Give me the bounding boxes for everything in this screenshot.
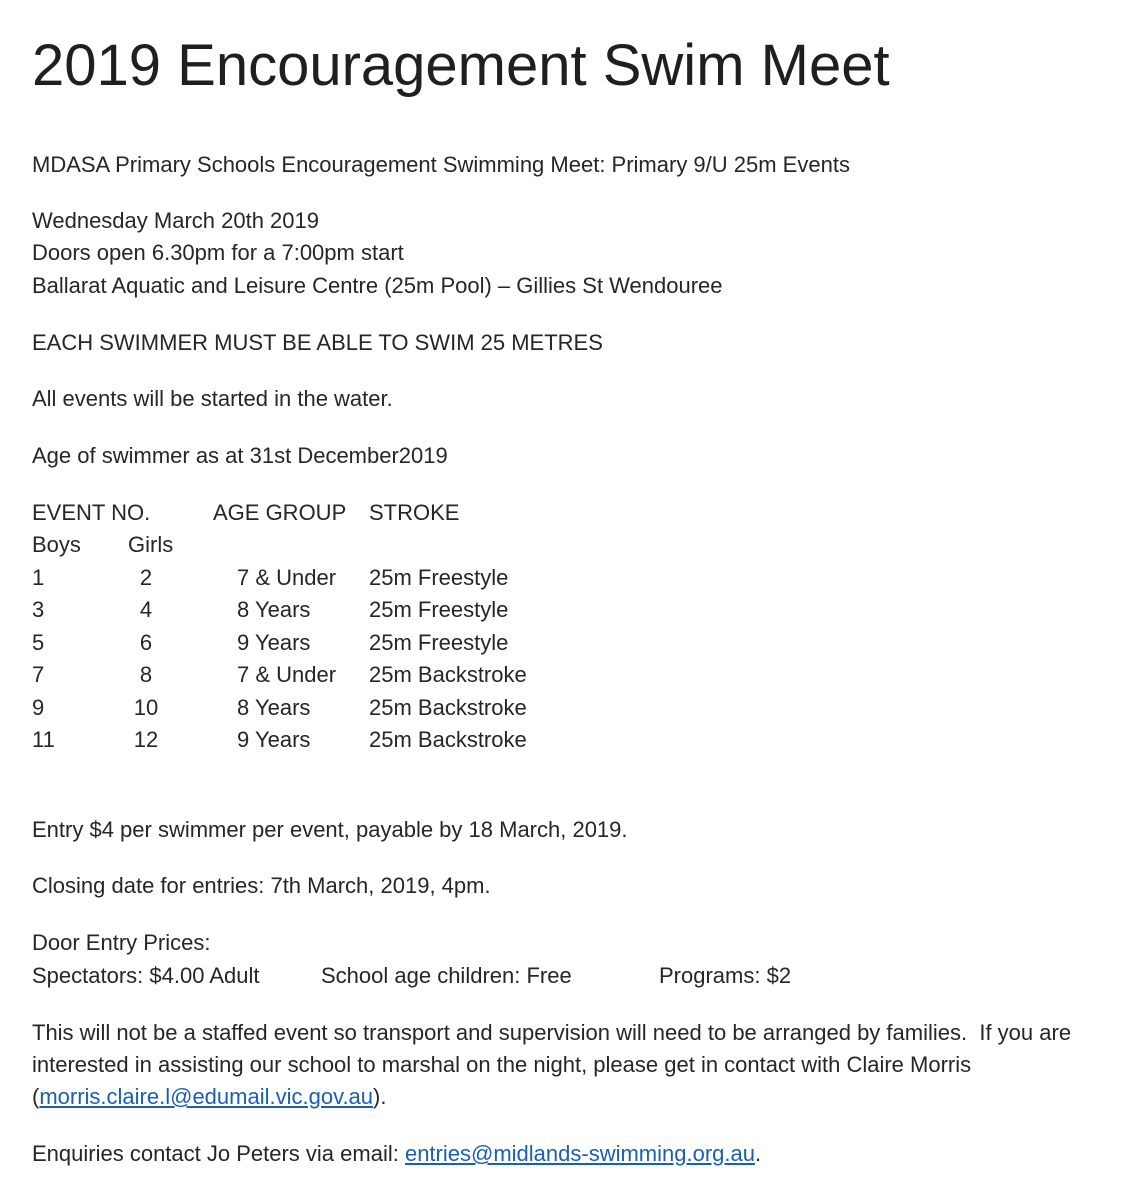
enquiries-text: Enquiries contact Jo Peters via email: (32, 1141, 405, 1166)
event-girls-number: 2 (139, 565, 153, 590)
event-age-group: 9 Years (237, 727, 311, 752)
price-children: School age children: Free (321, 963, 572, 988)
header-age-group: AGE GROUP (213, 500, 347, 525)
event-stroke: 25m Backstroke (369, 662, 527, 688)
event-boys-number: 1 (32, 565, 45, 590)
event-age-group: 7 & Under (237, 662, 337, 688)
event-stroke: 25m Freestyle (369, 629, 509, 655)
subheader-boys: Boys (32, 532, 81, 557)
door-prices-heading: Door Entry Prices: (32, 930, 211, 955)
event-stroke: 25m Backstroke (369, 694, 527, 720)
event-girls-number: 12 (133, 727, 159, 752)
entry-fee: Entry $4 per swimmer per event, payable by 18 March, 2019. (32, 817, 628, 842)
event-age-group: 8 Years (237, 694, 311, 720)
meet-date: Wednesday March 20th 2019 (32, 208, 319, 233)
closing-date: Closing date for entries: 7th March, 2019, 4pm. (32, 873, 491, 898)
enquiries-after: . (754, 1141, 762, 1166)
doors-open: Doors open 6.30pm for a 7:00pm start (32, 240, 404, 265)
staffing-after: ). (373, 1084, 387, 1109)
event-age-group: 8 Years (237, 597, 311, 623)
swim-requirement: EACH SWIMMER MUST BE ABLE TO SWIM 25 METRES (32, 330, 603, 355)
event-boys-number: 5 (32, 629, 45, 655)
event-girls-number: 10 (133, 694, 159, 720)
event-girls-number: 8 (139, 662, 153, 688)
entries-email-link[interactable]: entries@midlands-swimming.org.au (404, 1141, 755, 1166)
age-note: Age of swimmer as at 31st December2019 (32, 443, 448, 468)
enquiries-paragraph (32, 1139, 761, 1169)
claire-email-link[interactable]: morris.claire.l@edumail.vic.gov.au (39, 1084, 374, 1109)
staffing-text: This will not be a staffed event so transport and supervision will need to be arranged by families. If you are interested in assisting our school to marshal on the night, please get in contact with Claire Morris ( (32, 1020, 1072, 1109)
event-boys-number: 7 (32, 662, 45, 688)
event-stroke: 25m Freestyle (369, 565, 509, 590)
event-stroke: 25m Backstroke (369, 727, 527, 752)
event-girls-number: 4 (139, 597, 153, 623)
staffing-paragraph (32, 1017, 1112, 1113)
event-boys-number: 11 (32, 727, 55, 752)
header-stroke: STROKE (369, 500, 460, 525)
header-event-no: EVENT NO. (32, 500, 151, 525)
event-age-group: 7 & Under (237, 565, 337, 590)
start-note: All events will be started in the water. (32, 386, 393, 411)
event-girls-number: 6 (139, 629, 153, 655)
event-boys-number: 9 (32, 694, 45, 720)
subheader-girls: Girls (128, 532, 174, 557)
meet-subtitle: MDASA Primary Schools Encouragement Swimming Meet: Primary 9/U 25m Events (32, 152, 850, 177)
event-boys-number: 3 (32, 597, 45, 623)
event-age-group: 9 Years (237, 629, 311, 655)
page-title: 2019 Encouragement Swim Meet (32, 33, 890, 98)
venue: Ballarat Aquatic and Leisure Centre (25m Pool) – Gillies St Wendouree (32, 273, 723, 298)
event-stroke: 25m Freestyle (369, 597, 509, 623)
price-spectators: Spectators: $4.00 Adult (32, 963, 260, 988)
price-programs: Programs: $2 (659, 963, 792, 988)
